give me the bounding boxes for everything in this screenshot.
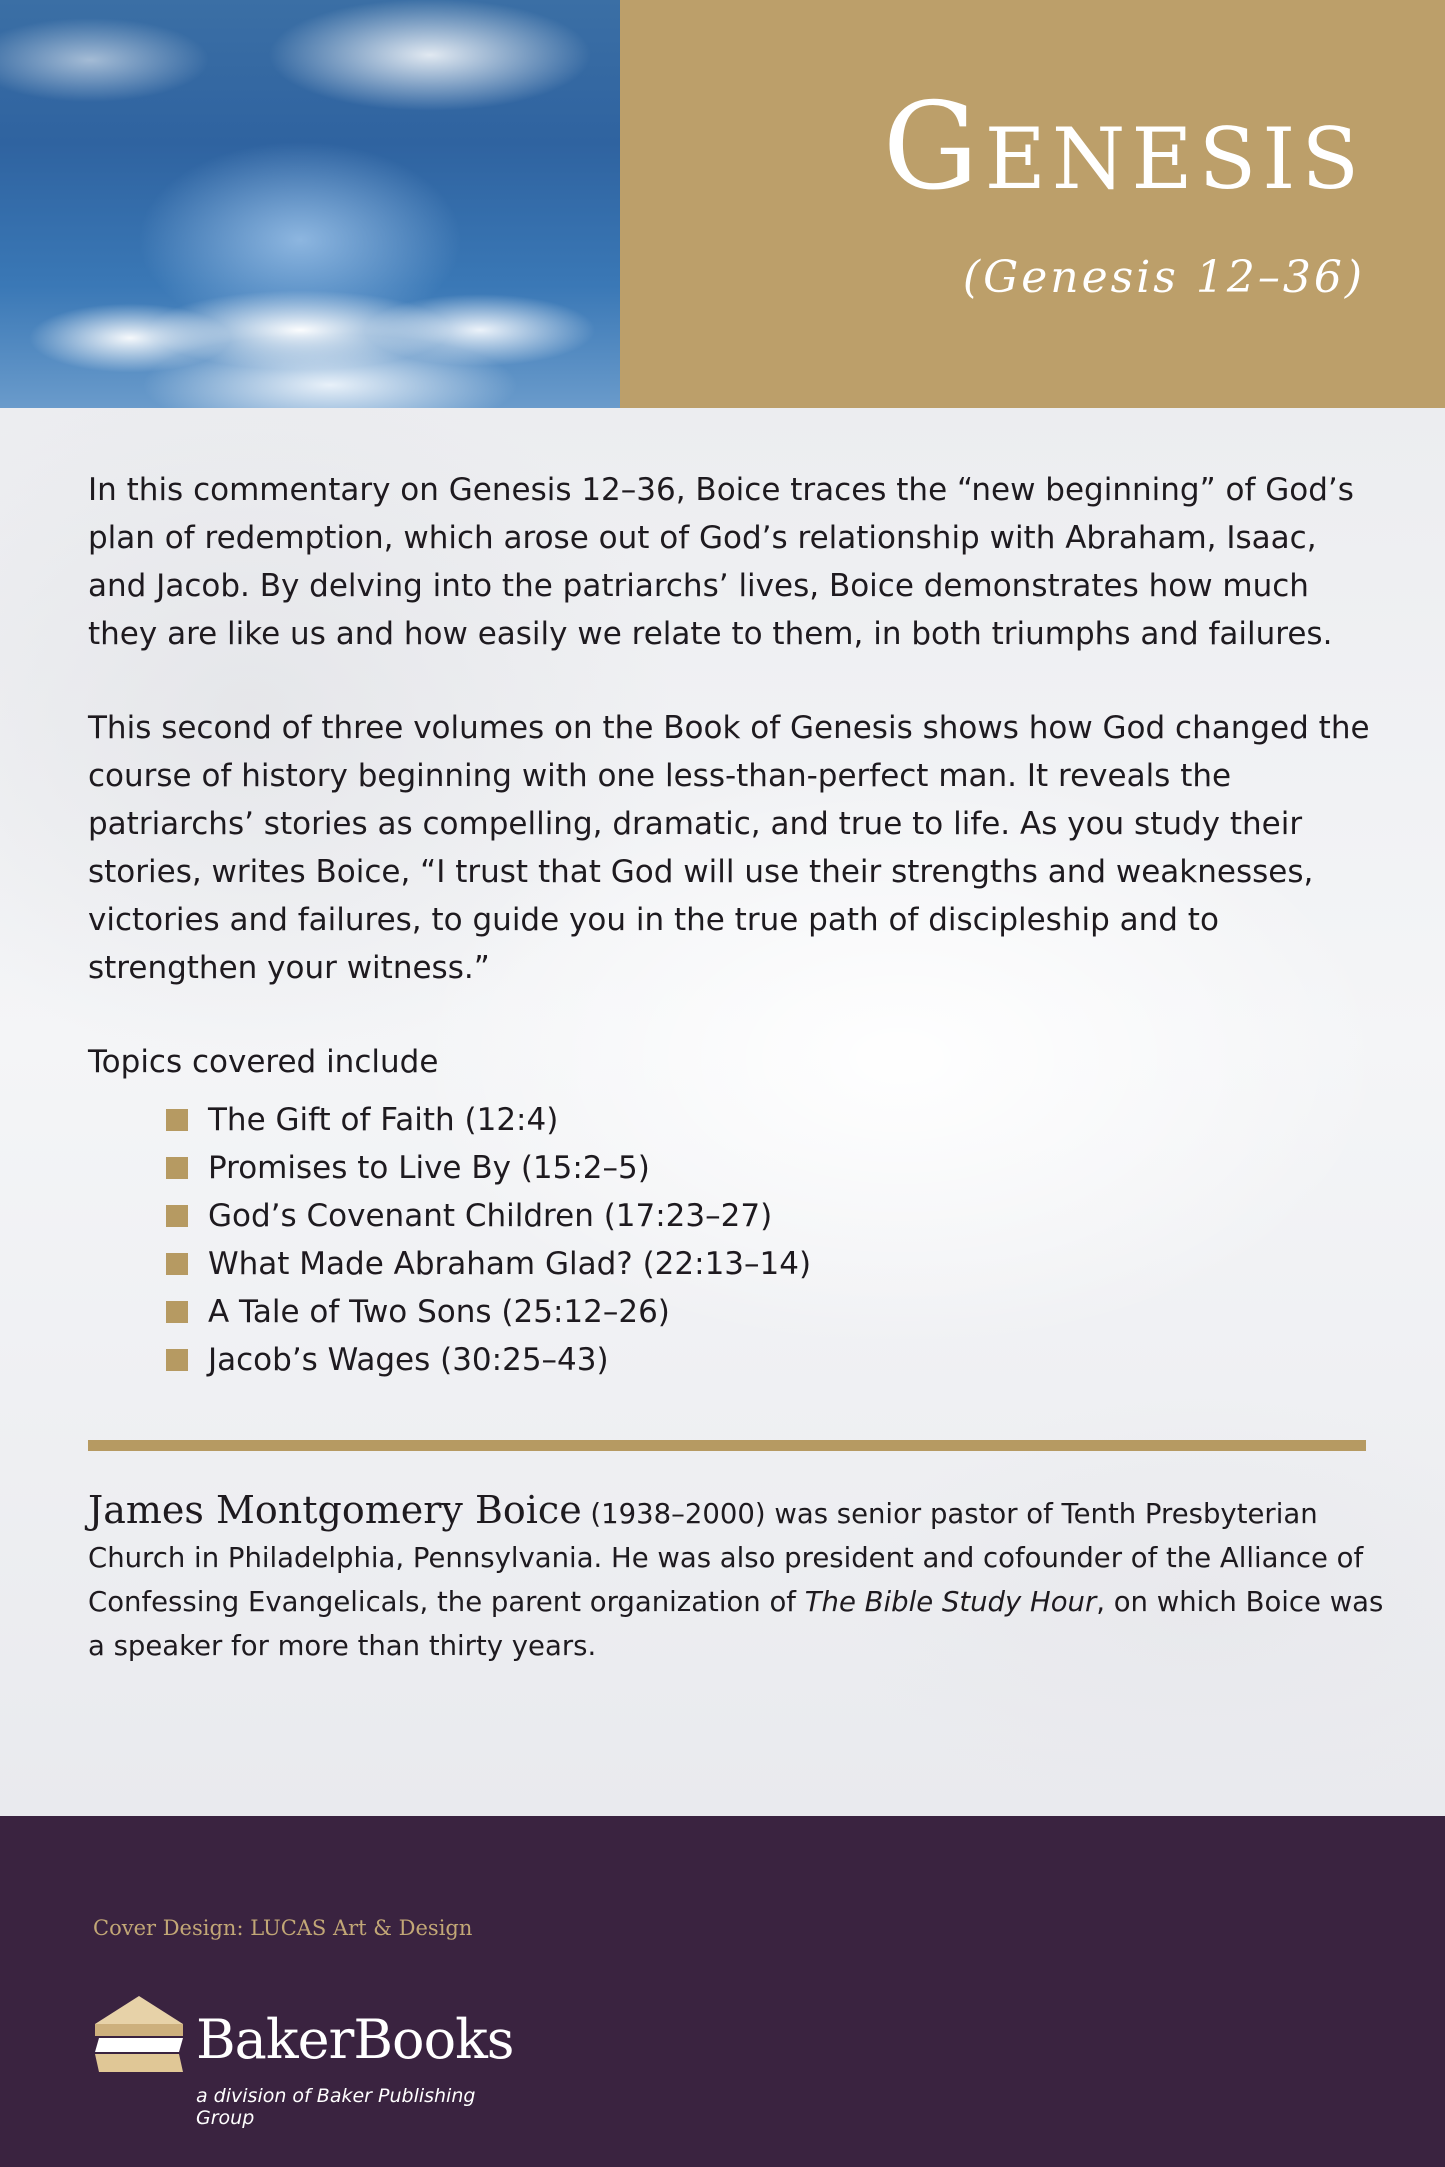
square-bullet-icon	[166, 1253, 188, 1275]
footer-band	[0, 1816, 1445, 2167]
description-paragraph-1: In this commentary on Genesis 12–36, Boice traces the “new beginning” of God’s plan of redemption, which arose out of God’s relationship with Abraham, Isaac, and Jacob. By delving into the patriarchs’ lives, Boice demonstrates how much they are like us and how easily we relate to them, in both triumphs and failures.	[88, 472, 1354, 652]
author-name: James Montgomery Boice	[88, 1488, 582, 1532]
publisher-logo	[93, 1994, 514, 2129]
publisher-division: a division of Baker Publishing Group	[196, 2085, 476, 2129]
topic-label: God’s Covenant Children (17:23–27)	[208, 1198, 773, 1234]
author-bio	[88, 1488, 1388, 1668]
divider-rule	[88, 1440, 1366, 1451]
topic-label: The Gift of Faith (12:4)	[208, 1102, 559, 1138]
description-panel	[0, 408, 1445, 1816]
publisher-name: BakerBooks	[196, 2008, 514, 2071]
book-subtitle: (Genesis 12–36)	[962, 252, 1365, 303]
topic-label: What Made Abraham Glad? (22:13–14)	[208, 1246, 812, 1282]
topic-label: Jacob’s Wages (30:25–43)	[208, 1342, 609, 1378]
topic-label: A Tale of Two Sons (25:12–26)	[208, 1294, 670, 1330]
square-bullet-icon	[166, 1157, 188, 1179]
bio-text-end: , on which Boice was a speaker for more than thirty years.	[88, 1586, 1384, 1662]
topics-list	[88, 1096, 1378, 1384]
title-block	[620, 0, 1445, 408]
topic-item	[166, 1096, 1378, 1144]
topic-item	[166, 1192, 1378, 1240]
topic-item	[166, 1144, 1378, 1192]
topic-label: Promises to Live By (15:2–5)	[208, 1150, 650, 1186]
square-bullet-icon	[166, 1301, 188, 1323]
square-bullet-icon	[166, 1205, 188, 1227]
square-bullet-icon	[166, 1349, 188, 1371]
sky-image	[0, 0, 620, 408]
topics-heading: Topics covered include	[88, 1044, 439, 1080]
square-bullet-icon	[166, 1109, 188, 1131]
book-stack-icon	[93, 1994, 185, 2076]
book-title: Genesis	[882, 78, 1365, 217]
cover-design-credit: Cover Design: LUCAS Art & Design	[93, 1916, 473, 1940]
topic-item	[166, 1336, 1378, 1384]
topic-item	[166, 1288, 1378, 1336]
bio-text: (1938–2000) was senior pastor of Tenth Presbyterian Church in Philadelphia, Pennsylvania. He was also president and cofounder of the Alliance of Confessing Evangelicals, the parent organization of	[88, 1498, 1364, 1618]
description-paragraph-2: This second of three volumes on the Book of Genesis shows how God changed the course of history beginning with one less-than-perfect man. It reveals the patriarchs’ stories as compelling, dramatic, and true to life. As you study their stories, writes Boice, “I trust that God will use their strengths and weaknesses, victories and failures, to guide you in the true path of discipleship and to strengthen your witness.”	[88, 710, 1370, 986]
topic-item	[166, 1240, 1378, 1288]
description-content	[88, 466, 1378, 1384]
program-title: The Bible Study Hour	[804, 1586, 1097, 1618]
